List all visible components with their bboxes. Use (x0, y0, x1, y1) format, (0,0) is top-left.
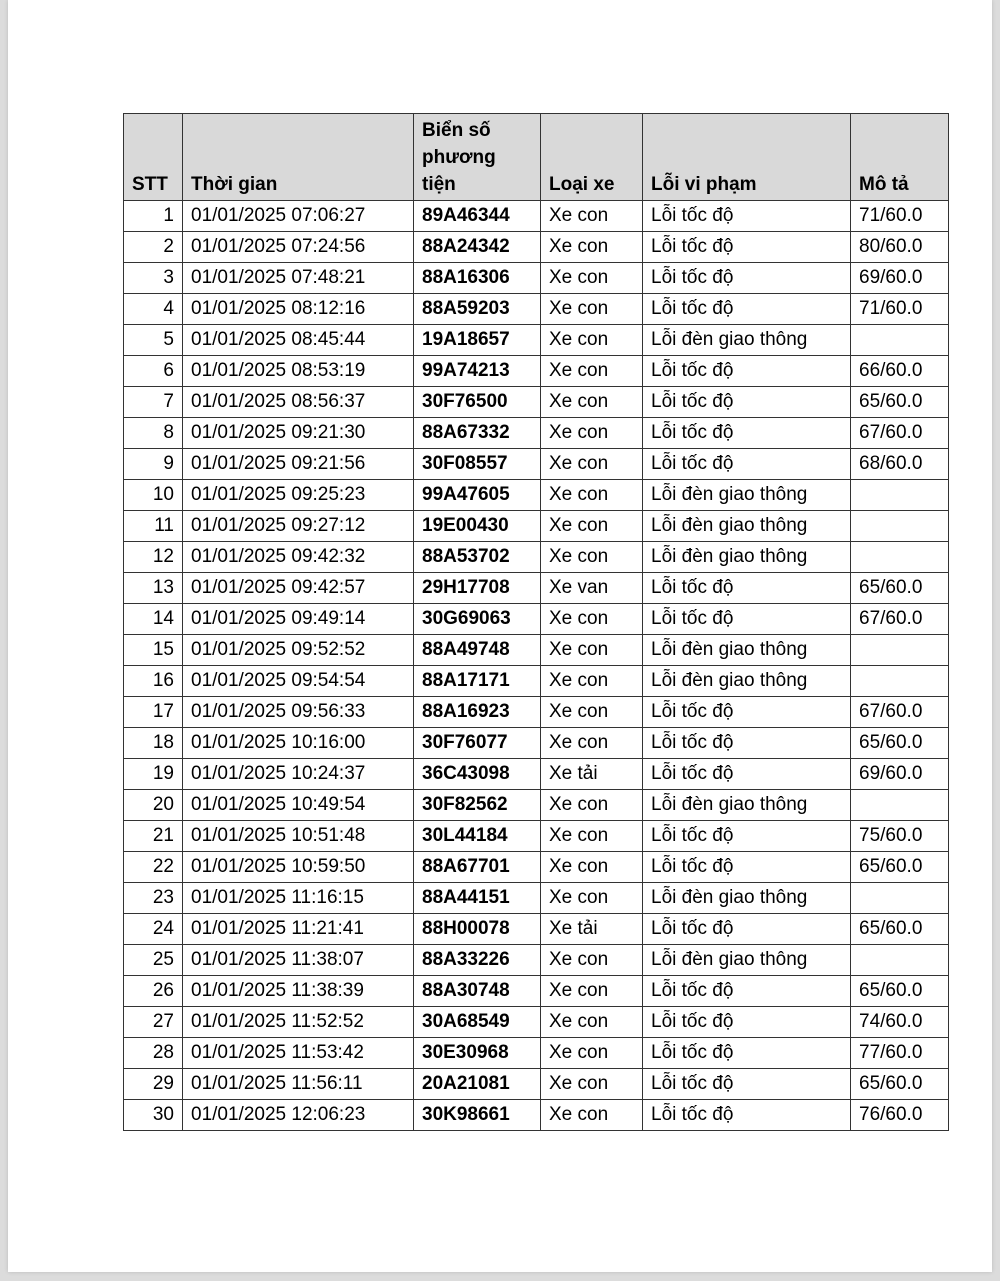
cell-vehicle-type: Xe con (541, 356, 643, 387)
cell-stt: 2 (124, 232, 183, 263)
cell-plate: 19E00430 (414, 511, 541, 542)
table-row (124, 294, 949, 325)
cell-vehicle-type: Xe con (541, 418, 643, 449)
cell-time: 01/01/2025 11:38:39 (183, 976, 414, 1007)
cell-description: 67/60.0 (851, 418, 949, 449)
cell-violation: Lỗi tốc độ (643, 1007, 851, 1038)
header-stt: STT (124, 114, 183, 201)
cell-violation: Lỗi tốc độ (643, 697, 851, 728)
cell-description: 65/60.0 (851, 728, 949, 759)
cell-violation: Lỗi đèn giao thông (643, 666, 851, 697)
table-row (124, 604, 949, 635)
cell-plate: 30L44184 (414, 821, 541, 852)
cell-stt: 18 (124, 728, 183, 759)
cell-time: 01/01/2025 08:12:16 (183, 294, 414, 325)
header-vehicle-type: Loại xe (541, 114, 643, 201)
cell-plate: 99A47605 (414, 480, 541, 511)
cell-violation: Lỗi tốc độ (643, 201, 851, 232)
cell-plate: 36C43098 (414, 759, 541, 790)
cell-violation: Lỗi tốc độ (643, 387, 851, 418)
table-row (124, 697, 949, 728)
cell-time: 01/01/2025 09:25:23 (183, 480, 414, 511)
cell-vehicle-type: Xe con (541, 387, 643, 418)
table-row (124, 635, 949, 666)
header-description: Mô tả (851, 114, 949, 201)
cell-violation: Lỗi tốc độ (643, 294, 851, 325)
cell-vehicle-type: Xe con (541, 263, 643, 294)
cell-vehicle-type: Xe con (541, 1007, 643, 1038)
cell-violation: Lỗi tốc độ (643, 449, 851, 480)
cell-plate: 88H00078 (414, 914, 541, 945)
cell-time: 01/01/2025 10:59:50 (183, 852, 414, 883)
cell-time: 01/01/2025 10:16:00 (183, 728, 414, 759)
cell-plate: 19A18657 (414, 325, 541, 356)
cell-plate: 30F76077 (414, 728, 541, 759)
cell-violation: Lỗi đèn giao thông (643, 883, 851, 914)
cell-description: 80/60.0 (851, 232, 949, 263)
cell-time: 01/01/2025 11:16:15 (183, 883, 414, 914)
cell-time: 01/01/2025 09:42:57 (183, 573, 414, 604)
table-row (124, 263, 949, 294)
cell-description: 65/60.0 (851, 1069, 949, 1100)
cell-violation: Lỗi tốc độ (643, 232, 851, 263)
cell-violation: Lỗi đèn giao thông (643, 480, 851, 511)
cell-violation: Lỗi tốc độ (643, 263, 851, 294)
cell-violation: Lỗi tốc độ (643, 356, 851, 387)
cell-vehicle-type: Xe con (541, 232, 643, 263)
cell-violation: Lỗi tốc độ (643, 573, 851, 604)
cell-plate: 30G69063 (414, 604, 541, 635)
table-header (124, 114, 949, 201)
header-violation: Lỗi vi phạm (643, 114, 851, 201)
cell-stt: 1 (124, 201, 183, 232)
cell-stt: 4 (124, 294, 183, 325)
cell-stt: 14 (124, 604, 183, 635)
table-row (124, 790, 949, 821)
cell-vehicle-type: Xe tải (541, 759, 643, 790)
cell-stt: 11 (124, 511, 183, 542)
table-row (124, 480, 949, 511)
table-row (124, 511, 949, 542)
cell-description (851, 542, 949, 573)
cell-plate: 88A53702 (414, 542, 541, 573)
cell-plate: 30F82562 (414, 790, 541, 821)
cell-vehicle-type: Xe con (541, 697, 643, 728)
cell-stt: 23 (124, 883, 183, 914)
cell-vehicle-type: Xe con (541, 728, 643, 759)
cell-stt: 13 (124, 573, 183, 604)
cell-stt: 3 (124, 263, 183, 294)
cell-violation: Lỗi đèn giao thông (643, 945, 851, 976)
cell-stt: 22 (124, 852, 183, 883)
cell-violation: Lỗi tốc độ (643, 976, 851, 1007)
cell-time: 01/01/2025 09:42:32 (183, 542, 414, 573)
cell-description (851, 511, 949, 542)
cell-vehicle-type: Xe con (541, 1100, 643, 1131)
cell-description (851, 945, 949, 976)
cell-description: 65/60.0 (851, 852, 949, 883)
cell-violation: Lỗi tốc độ (643, 1100, 851, 1131)
cell-vehicle-type: Xe con (541, 542, 643, 573)
cell-plate: 88A67701 (414, 852, 541, 883)
cell-time: 01/01/2025 12:06:23 (183, 1100, 414, 1131)
cell-plate: 30A68549 (414, 1007, 541, 1038)
table-row (124, 1100, 949, 1131)
table-row (124, 1038, 949, 1069)
cell-plate: 88A24342 (414, 232, 541, 263)
table-body (124, 201, 949, 1131)
cell-violation: Lỗi tốc độ (643, 604, 851, 635)
cell-vehicle-type: Xe con (541, 325, 643, 356)
table-row (124, 201, 949, 232)
cell-plate: 88A16306 (414, 263, 541, 294)
cell-vehicle-type: Xe con (541, 821, 643, 852)
table-row (124, 232, 949, 263)
cell-stt: 12 (124, 542, 183, 573)
cell-description: 74/60.0 (851, 1007, 949, 1038)
cell-time: 01/01/2025 09:52:52 (183, 635, 414, 666)
table-row (124, 356, 949, 387)
cell-plate: 30K98661 (414, 1100, 541, 1131)
cell-stt: 17 (124, 697, 183, 728)
cell-plate: 88A67332 (414, 418, 541, 449)
cell-description: 75/60.0 (851, 821, 949, 852)
cell-description: 66/60.0 (851, 356, 949, 387)
cell-stt: 16 (124, 666, 183, 697)
cell-vehicle-type: Xe con (541, 666, 643, 697)
table-row (124, 1007, 949, 1038)
cell-plate: 30E30968 (414, 1038, 541, 1069)
cell-stt: 9 (124, 449, 183, 480)
cell-plate: 88A33226 (414, 945, 541, 976)
cell-time: 01/01/2025 08:53:19 (183, 356, 414, 387)
cell-time: 01/01/2025 09:54:54 (183, 666, 414, 697)
cell-description: 65/60.0 (851, 914, 949, 945)
cell-stt: 26 (124, 976, 183, 1007)
cell-vehicle-type: Xe con (541, 1038, 643, 1069)
cell-description (851, 790, 949, 821)
cell-stt: 30 (124, 1100, 183, 1131)
cell-stt: 10 (124, 480, 183, 511)
cell-description: 69/60.0 (851, 263, 949, 294)
cell-description (851, 635, 949, 666)
table-row (124, 914, 949, 945)
cell-time: 01/01/2025 09:21:30 (183, 418, 414, 449)
cell-vehicle-type: Xe con (541, 1069, 643, 1100)
table-row (124, 945, 949, 976)
cell-stt: 25 (124, 945, 183, 976)
table-row (124, 883, 949, 914)
cell-plate: 89A46344 (414, 201, 541, 232)
table-row (124, 976, 949, 1007)
cell-vehicle-type: Xe van (541, 573, 643, 604)
cell-plate: 88A30748 (414, 976, 541, 1007)
cell-vehicle-type: Xe tải (541, 914, 643, 945)
cell-plate: 30F76500 (414, 387, 541, 418)
cell-violation: Lỗi đèn giao thông (643, 325, 851, 356)
cell-violation: Lỗi đèn giao thông (643, 790, 851, 821)
table-row (124, 759, 949, 790)
cell-time: 01/01/2025 11:21:41 (183, 914, 414, 945)
cell-plate: 20A21081 (414, 1069, 541, 1100)
table-row (124, 387, 949, 418)
cell-description: 65/60.0 (851, 573, 949, 604)
cell-description (851, 325, 949, 356)
cell-plate: 88A16923 (414, 697, 541, 728)
cell-stt: 8 (124, 418, 183, 449)
table-row (124, 573, 949, 604)
cell-violation: Lỗi tốc độ (643, 1038, 851, 1069)
cell-violation: Lỗi tốc độ (643, 759, 851, 790)
cell-time: 01/01/2025 11:38:07 (183, 945, 414, 976)
cell-description: 65/60.0 (851, 976, 949, 1007)
cell-violation: Lỗi tốc độ (643, 821, 851, 852)
cell-vehicle-type: Xe con (541, 883, 643, 914)
header-plate: Biển số phương tiện (414, 114, 541, 201)
cell-stt: 6 (124, 356, 183, 387)
cell-stt: 29 (124, 1069, 183, 1100)
cell-violation: Lỗi đèn giao thông (643, 542, 851, 573)
cell-vehicle-type: Xe con (541, 449, 643, 480)
document-page (8, 0, 992, 1272)
cell-plate: 88A17171 (414, 666, 541, 697)
cell-description (851, 666, 949, 697)
cell-plate: 30F08557 (414, 449, 541, 480)
cell-vehicle-type: Xe con (541, 201, 643, 232)
header-row (124, 114, 949, 201)
cell-vehicle-type: Xe con (541, 976, 643, 1007)
cell-description: 76/60.0 (851, 1100, 949, 1131)
cell-description (851, 883, 949, 914)
cell-description: 71/60.0 (851, 201, 949, 232)
cell-description: 69/60.0 (851, 759, 949, 790)
cell-description: 71/60.0 (851, 294, 949, 325)
cell-violation: Lỗi tốc độ (643, 914, 851, 945)
cell-stt: 27 (124, 1007, 183, 1038)
cell-time: 01/01/2025 11:53:42 (183, 1038, 414, 1069)
cell-plate: 88A44151 (414, 883, 541, 914)
cell-time: 01/01/2025 07:48:21 (183, 263, 414, 294)
cell-stt: 20 (124, 790, 183, 821)
cell-vehicle-type: Xe con (541, 635, 643, 666)
cell-time: 01/01/2025 10:51:48 (183, 821, 414, 852)
cell-time: 01/01/2025 07:06:27 (183, 201, 414, 232)
cell-time: 01/01/2025 07:24:56 (183, 232, 414, 263)
cell-violation: Lỗi tốc độ (643, 418, 851, 449)
cell-vehicle-type: Xe con (541, 945, 643, 976)
cell-time: 01/01/2025 11:52:52 (183, 1007, 414, 1038)
table-row (124, 821, 949, 852)
cell-vehicle-type: Xe con (541, 480, 643, 511)
cell-vehicle-type: Xe con (541, 790, 643, 821)
cell-description: 77/60.0 (851, 1038, 949, 1069)
cell-description: 67/60.0 (851, 604, 949, 635)
table-row (124, 728, 949, 759)
violations-table (123, 113, 949, 1131)
cell-time: 01/01/2025 10:49:54 (183, 790, 414, 821)
cell-plate: 29H17708 (414, 573, 541, 604)
cell-violation: Lỗi đèn giao thông (643, 511, 851, 542)
table-row (124, 542, 949, 573)
cell-time: 01/01/2025 10:24:37 (183, 759, 414, 790)
cell-stt: 19 (124, 759, 183, 790)
cell-stt: 24 (124, 914, 183, 945)
table-row (124, 325, 949, 356)
cell-stt: 7 (124, 387, 183, 418)
cell-violation: Lỗi đèn giao thông (643, 635, 851, 666)
cell-vehicle-type: Xe con (541, 852, 643, 883)
cell-plate: 99A74213 (414, 356, 541, 387)
cell-stt: 21 (124, 821, 183, 852)
cell-stt: 28 (124, 1038, 183, 1069)
cell-description: 68/60.0 (851, 449, 949, 480)
cell-time: 01/01/2025 08:45:44 (183, 325, 414, 356)
cell-vehicle-type: Xe con (541, 511, 643, 542)
cell-plate: 88A59203 (414, 294, 541, 325)
cell-plate: 88A49748 (414, 635, 541, 666)
cell-time: 01/01/2025 09:56:33 (183, 697, 414, 728)
cell-time: 01/01/2025 08:56:37 (183, 387, 414, 418)
cell-description (851, 480, 949, 511)
cell-time: 01/01/2025 09:27:12 (183, 511, 414, 542)
cell-violation: Lỗi tốc độ (643, 852, 851, 883)
cell-description: 67/60.0 (851, 697, 949, 728)
cell-time: 01/01/2025 11:56:11 (183, 1069, 414, 1100)
cell-vehicle-type: Xe con (541, 604, 643, 635)
table-row (124, 1069, 949, 1100)
table-row (124, 852, 949, 883)
cell-description: 65/60.0 (851, 387, 949, 418)
cell-vehicle-type: Xe con (541, 294, 643, 325)
table-row (124, 449, 949, 480)
cell-violation: Lỗi tốc độ (643, 1069, 851, 1100)
cell-stt: 15 (124, 635, 183, 666)
header-time: Thời gian (183, 114, 414, 201)
cell-time: 01/01/2025 09:21:56 (183, 449, 414, 480)
table-row (124, 666, 949, 697)
cell-stt: 5 (124, 325, 183, 356)
table-row (124, 418, 949, 449)
cell-time: 01/01/2025 09:49:14 (183, 604, 414, 635)
cell-violation: Lỗi tốc độ (643, 728, 851, 759)
